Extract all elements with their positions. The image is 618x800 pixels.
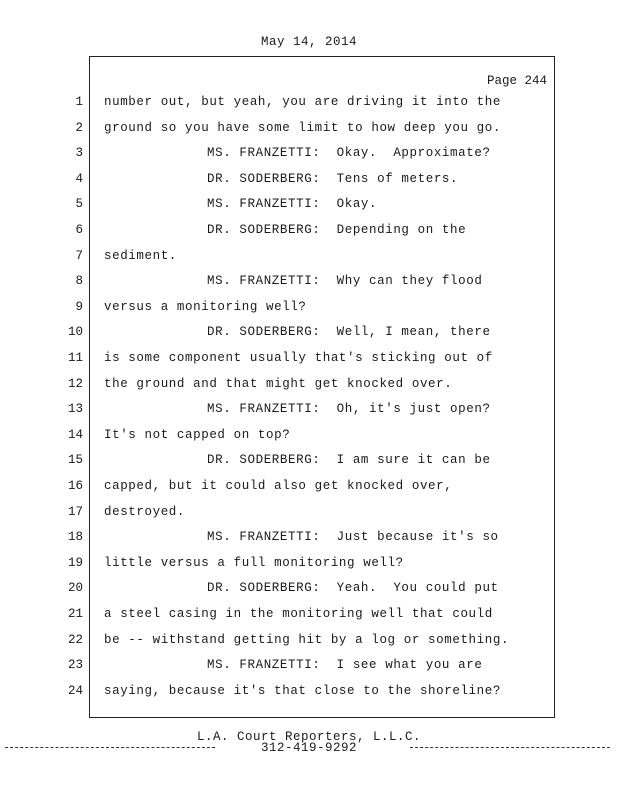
- line-number: 13: [67, 402, 83, 417]
- line-number: 14: [67, 427, 83, 442]
- line-number: 22: [67, 632, 83, 647]
- transcript-line: MS. FRANZETTI: Why can they flood: [207, 274, 483, 289]
- transcript-line: DR. SODERBERG: Yeah. You could put: [207, 581, 499, 596]
- transcript-line: MS. FRANZETTI: Oh, it's just open?: [207, 402, 491, 417]
- transcript-date: May 14, 2014: [260, 35, 357, 49]
- transcript-line: DR. SODERBERG: Depending on the: [207, 223, 467, 237]
- transcript-line: MS. FRANZETTI: Just because it's so: [207, 530, 499, 545]
- transcript-line: a steel casing in the monitoring well that could: [104, 607, 493, 621]
- transcript-line: number out, but yeah, you are driving it into the: [104, 95, 501, 109]
- line-number: 1: [75, 95, 83, 109]
- transcript-line: versus a monitoring well?: [104, 299, 307, 314]
- line-number: 20: [67, 581, 83, 596]
- transcript-line: little versus a full monitoring well?: [104, 555, 404, 570]
- line-number: 5: [75, 197, 83, 212]
- transcript-line: destroyed.: [104, 504, 186, 519]
- line-number: 21: [67, 607, 83, 621]
- line-number: 8: [75, 274, 83, 289]
- line-number: 10: [67, 325, 83, 340]
- transcript-line: is some component usually that's sticking out of: [104, 351, 493, 365]
- transcript-line: ground so you have some limit to how deep you go.: [104, 120, 501, 135]
- line-number: 15: [67, 453, 83, 468]
- line-number: 18: [67, 530, 83, 545]
- line-number: 11: [67, 351, 83, 365]
- transcript-line: It's not capped on top?: [104, 427, 291, 442]
- line-number: 6: [75, 223, 83, 237]
- transcript-line: DR. SODERBERG: Tens of meters.: [207, 171, 459, 186]
- transcript-line: capped, but it could also get knocked over,: [104, 479, 453, 493]
- footer-rule-right: [410, 747, 610, 748]
- footer-phone: 312-419-9292: [260, 741, 357, 755]
- transcript-line: saying, because it's that close to the shoreline?: [104, 683, 501, 698]
- line-number: 7: [75, 248, 83, 263]
- transcript-line: sediment.: [104, 248, 177, 263]
- transcript-line: MS. FRANZETTI: Okay.: [207, 197, 378, 212]
- line-number: 2: [75, 120, 83, 135]
- transcript-line: MS. FRANZETTI: I see what you are: [207, 658, 483, 673]
- line-number: 16: [67, 479, 83, 493]
- line-number: 19: [67, 555, 83, 570]
- transcript-line: DR. SODERBERG: Well, I mean, there: [207, 325, 491, 340]
- line-number: 9: [75, 299, 83, 314]
- transcript-line: be -- withstand getting hit by a log or something.: [104, 632, 510, 647]
- line-number: 12: [67, 376, 83, 391]
- line-number: 4: [75, 171, 83, 186]
- line-number: 3: [75, 146, 83, 161]
- line-number: 23: [67, 658, 83, 673]
- transcript-line: the ground and that might get knocked over.: [104, 376, 453, 391]
- transcript-line: DR. SODERBERG: I am sure it can be: [207, 453, 491, 468]
- line-number: 24: [67, 683, 83, 698]
- line-number: 17: [67, 504, 83, 519]
- footer-company: L.A. Court Reporters, L.L.C.: [196, 730, 422, 744]
- transcript-line: MS. FRANZETTI: Okay. Approximate?: [207, 146, 491, 161]
- page-number: Page 244: [486, 74, 547, 88]
